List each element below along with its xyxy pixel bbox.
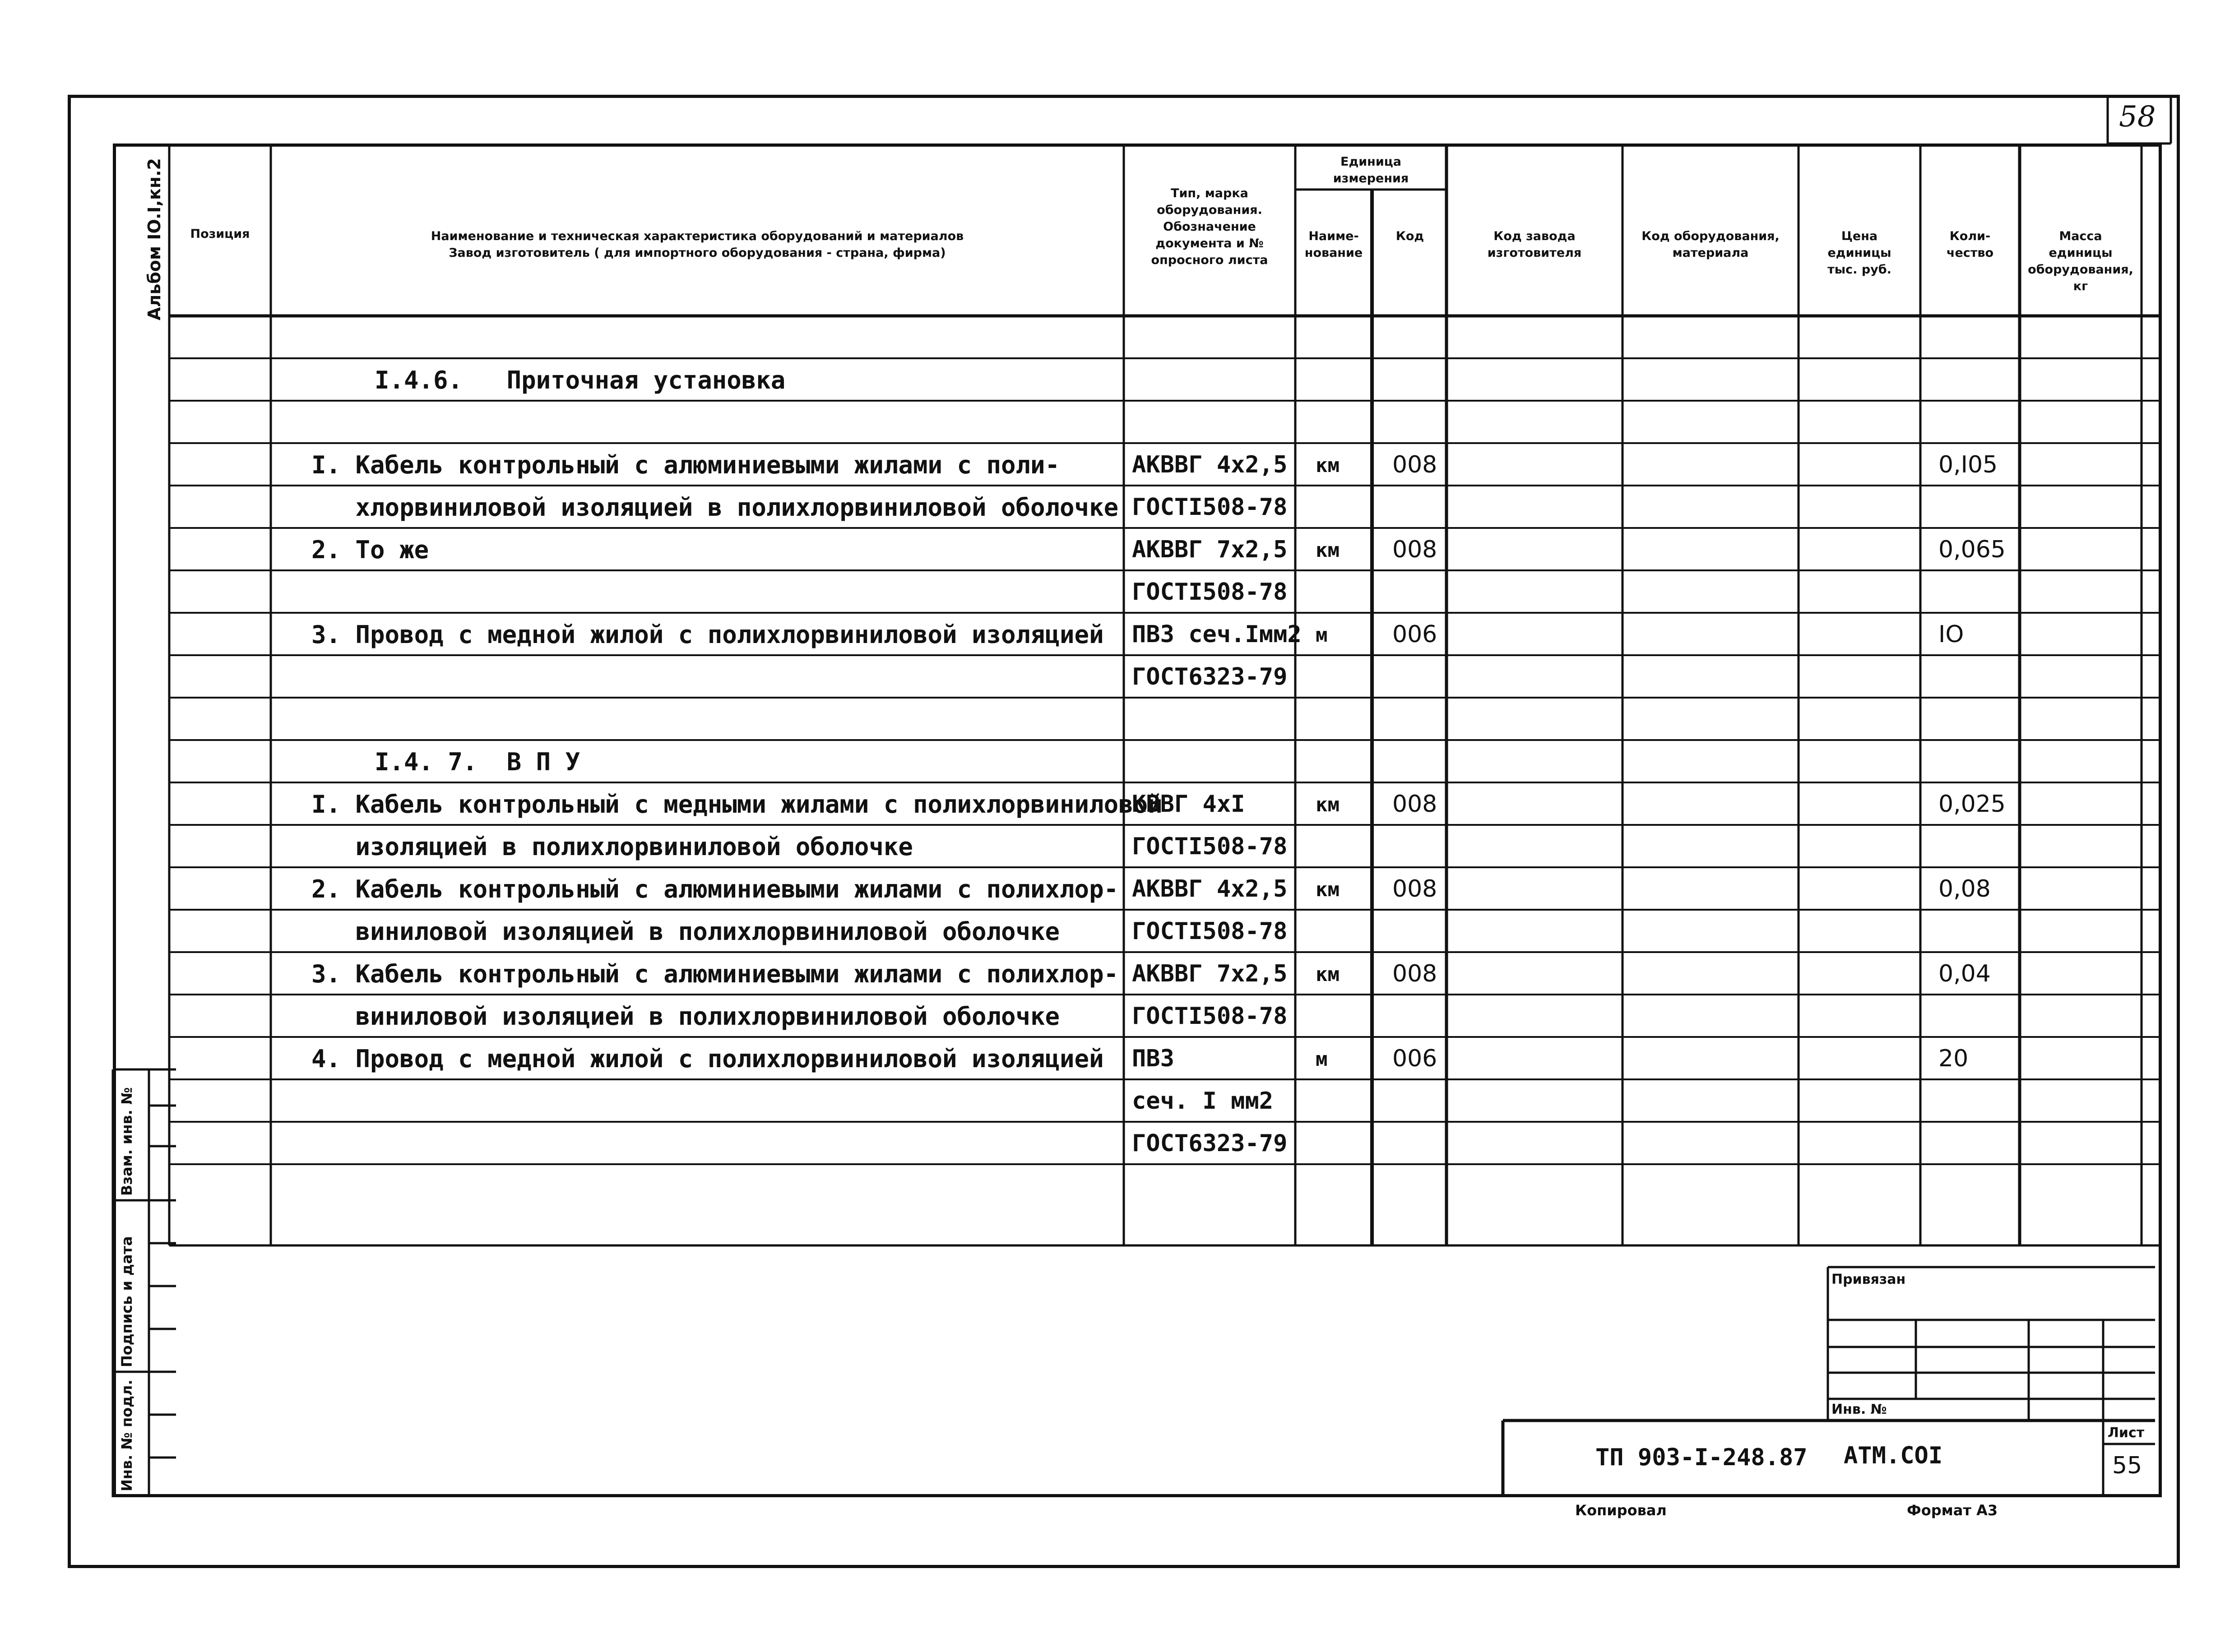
row-type: ГОСТI508-78 (1132, 833, 1288, 860)
row-type: ПВЗ (1132, 1045, 1174, 1072)
row-name: 4. Провод с медной жилой с полихлорвиниловой изоляцией (311, 1045, 1104, 1073)
row-unit: км (1316, 963, 1340, 986)
row-name: I.4.6. Приточная установка (375, 366, 786, 394)
row-type: ГОСТI508-78 (1132, 1003, 1288, 1030)
row-code: 008 (1392, 791, 1437, 818)
row-quantity: IO (1938, 621, 1964, 648)
row-type: ГОСТI508-78 (1132, 918, 1288, 945)
header-factory-code: Код завода изготовителя (1487, 229, 1582, 260)
row-quantity: 0,025 (1938, 791, 2006, 818)
header-unit-name: Наиме- нование (1304, 229, 1363, 260)
album-label: Альбом IO.I,кн.2 (144, 158, 164, 320)
row-type: ПВЗ сеч.Iмм2 (1132, 621, 1302, 648)
row-name: I.4. 7. В П У (375, 748, 580, 776)
row-unit: км (1316, 878, 1340, 901)
copied-label: Копировал (1575, 1502, 1667, 1519)
row-code: 006 (1392, 1045, 1437, 1072)
row-type: ГОСТ6323-79 (1132, 663, 1288, 690)
row-unit: км (1316, 454, 1340, 477)
row-quantity: 0,08 (1938, 875, 1991, 902)
stamp-vzam: Взам. инв. № (118, 1087, 135, 1196)
row-code: 008 (1392, 960, 1437, 987)
row-name: I. Кабель контрольный с медными жилами с полихлорвиниловой (311, 790, 1163, 819)
header-equipment-code: Код оборудования, материала (1641, 229, 1780, 260)
row-type: АКВВГ 4х2,5 (1132, 451, 1288, 478)
row-type: КВВГ 4хI (1132, 791, 1245, 818)
page-number-top: 58 (2119, 100, 2156, 134)
row-type: АКВВГ 7х2,5 (1132, 960, 1288, 987)
row-name: 2. Кабель контрольный с алюминиевыми жилами с полихлор- (311, 875, 1119, 903)
header-unit-code: Код (1395, 229, 1424, 243)
row-quantity: 0,04 (1938, 960, 1991, 987)
row-quantity: 0,065 (1938, 536, 2006, 563)
header-type: Тип, марка оборудования. Обозначение документа и № опросного листа (1151, 186, 1268, 267)
row-name: виниловой изоляцией в полихлорвиниловой оболочке (311, 1002, 1060, 1031)
row-unit: м (1316, 1048, 1328, 1071)
row-name: хлорвиниловой изоляцией в полихлорвиниловой оболочке (311, 493, 1119, 522)
row-name: виниловой изоляцией в полихлорвиниловой оболочке (311, 917, 1060, 946)
row-type: ГОСТI508-78 (1132, 494, 1288, 521)
row-code: 008 (1392, 536, 1437, 563)
row-name: 3. Провод с медной жилой с полихлорвиниловой изоляцией (311, 620, 1104, 649)
header-price: Цена единицы тыс. руб. (1827, 229, 1891, 277)
stamp-podpis: Подпись и дата (118, 1236, 135, 1367)
row-quantity: 20 (1938, 1045, 1969, 1072)
header-position: Позиция (190, 227, 250, 241)
document-code: ТП 903-I-248.87 (1595, 1444, 1808, 1471)
row-code: 008 (1392, 875, 1437, 902)
sheet-number: 55 (2112, 1452, 2142, 1479)
sheet-label: Лист (2108, 1425, 2145, 1441)
stamp-inv: Инв. № подл. (118, 1379, 135, 1491)
format-label: Формат А3 (1907, 1502, 1998, 1519)
row-type: АКВВГ 4х2,5 (1132, 875, 1288, 902)
row-unit: км (1316, 793, 1340, 816)
header-mass: Масса единицы оборудования, кг (2028, 229, 2133, 293)
header-unit-group: Единица измерения (1333, 155, 1409, 185)
document-mark: АТМ.СОI (1844, 1442, 1943, 1469)
row-name: 3. Кабель контрольный с алюминиевыми жилами с полихлор- (311, 960, 1119, 988)
row-name: изоляцией в полихлорвиниловой оболочке (311, 833, 913, 861)
row-unit: км (1316, 539, 1340, 562)
row-code: 008 (1392, 451, 1437, 478)
row-type: сеч. I мм2 (1132, 1087, 1274, 1115)
row-name: I. Кабель контрольный с алюминиевыми жилами с поли- (311, 451, 1060, 479)
privyazan-label: Привязан (1831, 1272, 1906, 1287)
row-type: АКВВГ 7х2,5 (1132, 536, 1288, 563)
row-name: 2. То же (311, 536, 429, 564)
row-type: ГОСТ6323-79 (1132, 1130, 1288, 1157)
row-type: ГОСТI508-78 (1132, 578, 1288, 606)
header-quantity: Коли- чество (1946, 229, 1994, 260)
header-name: Наименование и техническая характеристика оборудований и материалов Завод изготовитель ( для импортного оборудования - страна, фирма) (431, 229, 964, 260)
row-code: 006 (1392, 621, 1437, 648)
row-quantity: 0,I05 (1938, 451, 1998, 478)
inv-no-label: Инв. № (1831, 1402, 1887, 1417)
row-unit: м (1316, 624, 1328, 647)
